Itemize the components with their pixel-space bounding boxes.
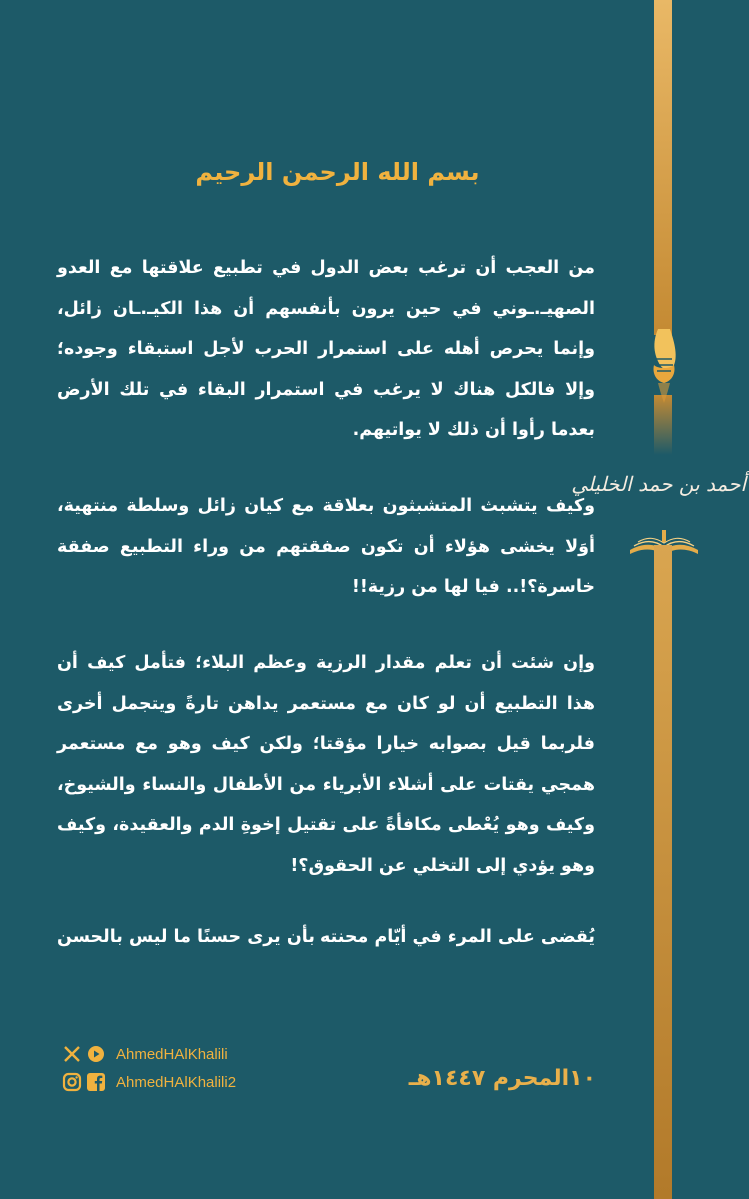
poem-verse xyxy=(57,917,595,957)
clasped-hands-icon xyxy=(644,325,684,405)
social-handle-secondary[interactable]: AhmedHAlKhalili2 xyxy=(116,1073,237,1091)
youtube-icon[interactable] xyxy=(86,1044,106,1064)
social-handle-primary[interactable]: AhmedHAlKhalili xyxy=(116,1045,228,1063)
social-links xyxy=(62,1040,236,1096)
hijri-date: ١٠المحرم ١٤٤٧هـ xyxy=(408,1066,596,1091)
signature: أحمد بن حمد الخليلي xyxy=(571,472,746,496)
paragraph-2: وكيف يتشبث المتشبثون بعلاقة مع كيان زائل وسلطة منتهية، أوَلا يخشى هؤلاء أن تكون صفقتهم من وراء التطبيع صفقة خاسرة؟!.. فيا لها من رزية!! xyxy=(57,496,595,597)
gold-bar-bottom xyxy=(654,545,672,1199)
gold-bar-top xyxy=(654,0,672,335)
page-title: بسم الله الرحمن الرحيم xyxy=(195,158,480,186)
social-row-primary xyxy=(62,1040,236,1068)
verse-second-hemistich: بأن يرى حسنًا ما ليس بالحسن xyxy=(57,927,315,947)
x-icon[interactable] xyxy=(62,1044,82,1064)
verse-first-hemistich: يُقضى على المرء في أيّام محنته xyxy=(320,927,595,947)
paragraph-1: من العجب أن ترغب بعض الدول في تطبيع علاقتها مع العدو الصهيـ.ـوني في حين يرون بأنفسهم أن هذا الكيـ.ـان زائل، وإنما يحرص أهله على استمرار الحرب لأجل استبقاء وجوده؛ وإلا فالكل هناك لا يرغب في استمرار البقاء في تلك الأرض بعدما رأوا أن ذلك لا يواتيهم. xyxy=(57,258,595,440)
paragraph-3: وإن شئت أن تعلم مقدار الرزية وعظم البلاء؛ فتأمل كيف أن هذا التطبيع أن لو كان مع مستعمر يداهن تارةً ويتجمل أخرى فلربما قيل بصوابه خيارا مؤقتا؛ ولكن كيف وهو مع مستعمر همجي يقتات على أشلاء الأبرياء من الأطفال والنساء والشيوخ، وكيف وهو يُعْطى مكافأةً على تقتيل إخوةِ الدم والعقيدة، وكيف وهو يؤدي إلى التخلي عن الحقوق؟! xyxy=(57,653,595,876)
facebook-icon[interactable] xyxy=(86,1072,106,1092)
social-row-secondary xyxy=(62,1068,236,1096)
instagram-icon[interactable] xyxy=(62,1072,82,1092)
